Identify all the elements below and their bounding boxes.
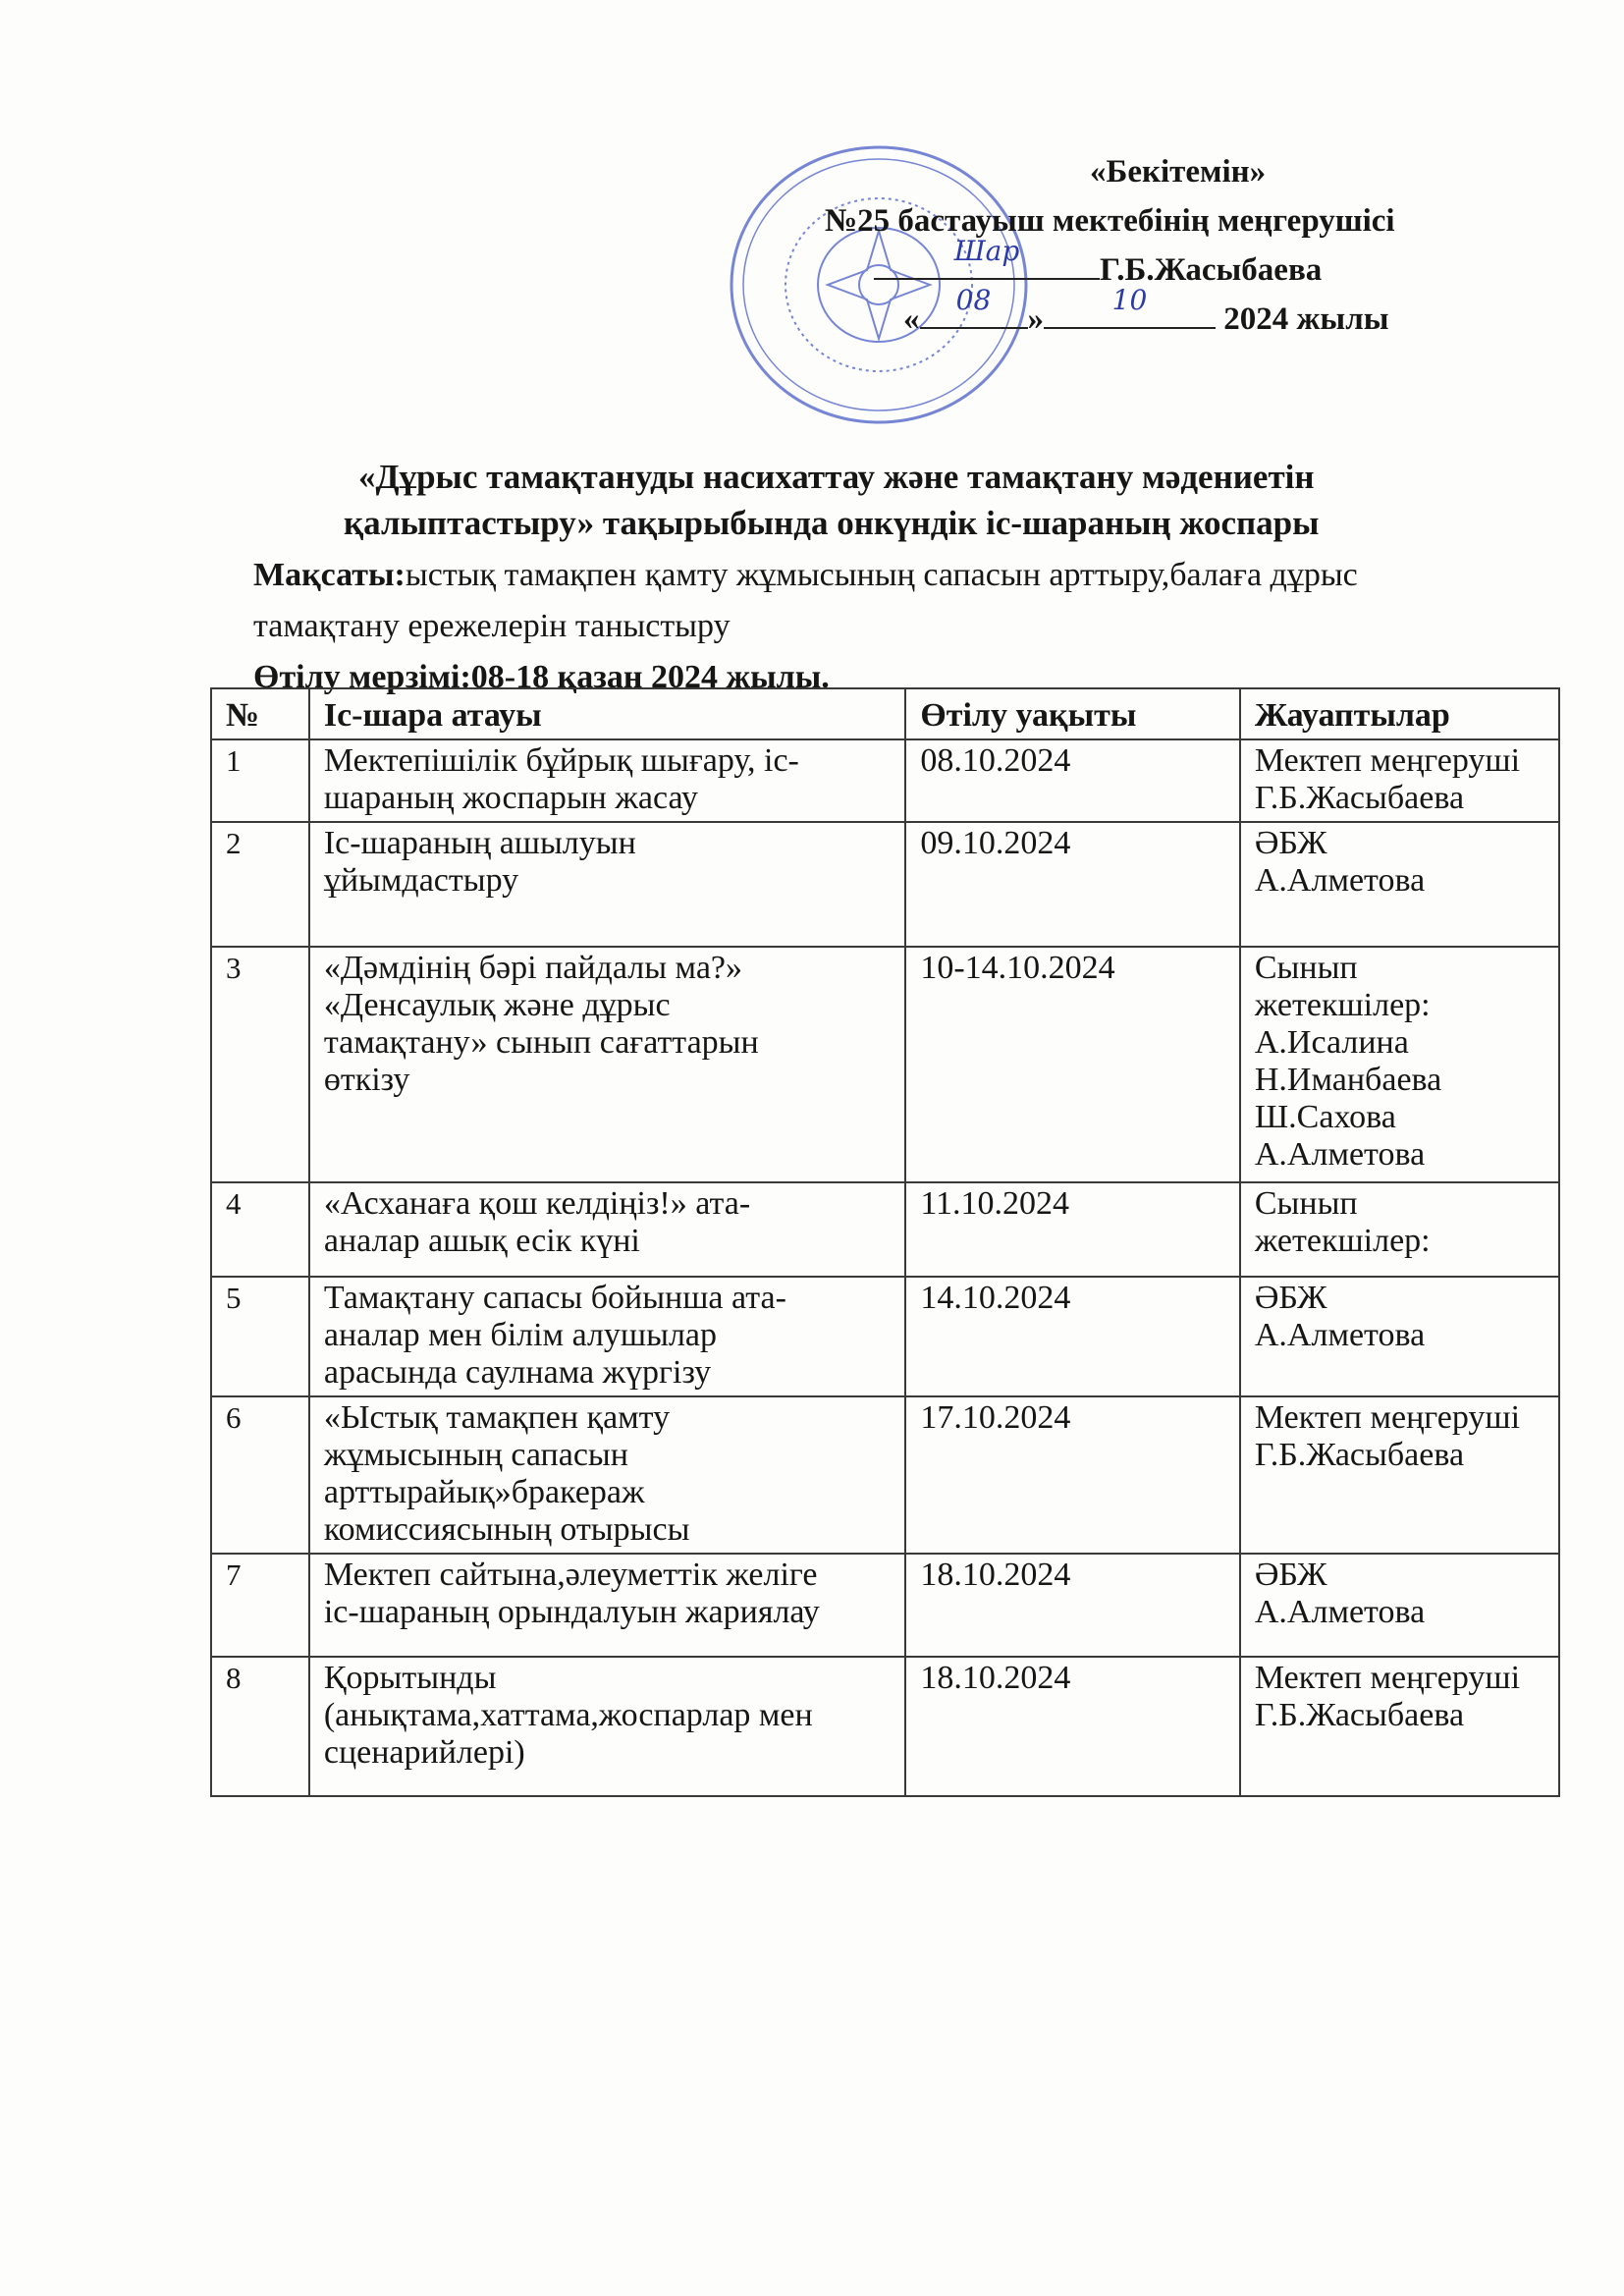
responsible-line: А.Алметова	[1254, 1317, 1426, 1353]
row-number: 1	[211, 739, 309, 822]
row-number: 4	[211, 1182, 309, 1277]
approval-date: « 08 » 10 2024 жылы	[766, 295, 1473, 344]
row-event	[309, 739, 905, 822]
event-line: «Денсаулық және дұрыс	[323, 987, 671, 1023]
row-event	[309, 1182, 905, 1277]
table-row	[211, 947, 1559, 1182]
row-date: 09.10.2024	[905, 822, 1240, 947]
header-num: №	[211, 688, 309, 739]
row-event	[309, 1657, 905, 1796]
event-line: комиссиясының отырысы	[323, 1511, 690, 1548]
row-responsible	[1240, 1396, 1559, 1554]
table-body	[211, 739, 1559, 1796]
goal-label: Мақсаты:	[253, 557, 406, 593]
document-title: «Дұрыс тамақтануды насихаттау және тамақтану мәдениетін қалыптастыру» тақырыбында онкүндік іс-шараның жоспары	[344, 458, 1320, 542]
approval-block	[766, 147, 1473, 344]
event-line: тамақтану» сынып сағаттарын	[323, 1024, 759, 1061]
event-line: Қорытынды	[323, 1660, 497, 1696]
responsible-line: Мектеп меңгеруші	[1254, 1399, 1521, 1436]
header-event: Іс-шара атауы	[309, 688, 905, 739]
row-event	[309, 947, 905, 1182]
row-responsible	[1240, 1182, 1559, 1277]
date-day-blank	[920, 284, 1028, 329]
event-line: «Асханаға қош келдіңіз!» ата-	[323, 1185, 751, 1222]
row-date: 08.10.2024	[905, 739, 1240, 822]
row-event	[309, 1277, 905, 1396]
table-header-row	[211, 688, 1559, 739]
event-line: арасында саулнама жүргізу	[323, 1354, 712, 1391]
responsible-line: Г.Б.Жасыбаева	[1254, 780, 1465, 816]
handwritten-day: 08	[955, 284, 992, 316]
date-month-blank	[1044, 284, 1216, 329]
responsible-line: А.Исалина	[1254, 1024, 1409, 1061]
row-number: 3	[211, 947, 309, 1182]
event-line: іс-шараның орындалуын жариялау	[323, 1594, 820, 1630]
event-line: Мектепішілік бұйрық шығару, іс-	[323, 742, 799, 779]
goal-text: ыстық тамақпен қамту жұмысының сапасын арттыру,балаға дұрыс	[405, 557, 1358, 593]
responsible-line: Г.Б.Жасыбаева	[1254, 1697, 1465, 1733]
approval-title: «Бекітемін»	[1090, 154, 1267, 190]
table-row	[211, 739, 1559, 822]
responsible-line: А.Алметова	[1254, 862, 1426, 899]
event-line: жұмысының сапасын	[323, 1437, 628, 1473]
approval-position: №25 бастауыш мектебінің меңгерушісі	[825, 203, 1395, 239]
responsible-line: ӘБЖ	[1254, 825, 1327, 861]
responsible-line: жетекшілер:	[1254, 1223, 1431, 1259]
responsible-line: ӘБЖ	[1254, 1557, 1327, 1593]
goal-line	[253, 550, 1530, 601]
responsible-line: Сынып	[1254, 1185, 1358, 1222]
row-responsible	[1240, 947, 1559, 1182]
event-line: арттырайық»бракераж	[323, 1474, 645, 1510]
responsible-line: жетекшілер:	[1254, 987, 1431, 1023]
event-line: аналар ашық есік күні	[323, 1223, 640, 1259]
plan-table	[210, 687, 1560, 1797]
event-line: сценарийлері)	[323, 1734, 525, 1771]
row-number: 6	[211, 1396, 309, 1554]
event-line: Мектеп сайтына,әлеуметтік желіге	[323, 1557, 818, 1593]
row-event	[309, 1554, 905, 1657]
row-responsible	[1240, 1554, 1559, 1657]
table-row	[211, 1657, 1559, 1796]
responsible-line: ӘБЖ	[1254, 1280, 1327, 1316]
row-number: 5	[211, 1277, 309, 1396]
handwritten-signature: Шар	[953, 235, 1020, 267]
event-line: «Дәмдінің бәрі пайдалы ма?»	[323, 950, 743, 986]
row-date: 17.10.2024	[905, 1396, 1240, 1554]
row-responsible	[1240, 1277, 1559, 1396]
goal-text-cont: тамақтану ережелерін таныстыру	[253, 608, 731, 644]
header-responsible: Жауаптылар	[1240, 688, 1559, 739]
responsible-line: Н.Иманбаева	[1254, 1062, 1442, 1098]
row-date: 18.10.2024	[905, 1657, 1240, 1796]
row-event	[309, 822, 905, 947]
table-row	[211, 1182, 1559, 1277]
event-line: шараның жоспарын жасау	[323, 780, 698, 816]
header-date: Өтілу уақыты	[905, 688, 1240, 739]
row-date: 18.10.2024	[905, 1554, 1240, 1657]
handwritten-month: 10	[1111, 284, 1148, 316]
responsible-line: Г.Б.Жасыбаева	[1254, 1437, 1465, 1473]
event-line: өткізу	[323, 1062, 410, 1098]
table-row	[211, 1396, 1559, 1554]
row-number: 2	[211, 822, 309, 947]
approver-name: Г.Б.Жасыбаева	[1100, 252, 1323, 288]
event-line: ұйымдастыру	[323, 862, 519, 899]
responsible-line: Мектеп меңгеруші	[1254, 1660, 1521, 1696]
row-event	[309, 1396, 905, 1554]
document-intro	[253, 550, 1530, 703]
row-date: 10-14.10.2024	[905, 947, 1240, 1182]
table-row	[211, 1554, 1559, 1657]
event-line: (анықтама,хаттама,жоспарлар мен	[323, 1697, 813, 1733]
period-line: Өтілу мерзімі:08-18 қазан 2024 жылы.	[253, 659, 830, 695]
responsible-line: Мектеп меңгеруші	[1254, 742, 1521, 779]
responsible-line: А.Алметова	[1254, 1594, 1426, 1630]
responsible-line: Сынып	[1254, 950, 1358, 986]
event-line: аналар мен білім алушылар	[323, 1317, 718, 1353]
responsible-line: Ш.Сахова	[1254, 1099, 1396, 1135]
event-line: «Ыстық тамақпен қамту	[323, 1399, 671, 1436]
event-line: Іс-шараның ашылуын	[323, 825, 636, 861]
row-responsible	[1240, 822, 1559, 947]
date-year: 2024 жылы	[1223, 301, 1389, 337]
row-date: 14.10.2024	[905, 1277, 1240, 1396]
responsible-line: А.Алметова	[1254, 1136, 1426, 1173]
event-line: Тамақтану сапасы бойынша ата-	[323, 1280, 786, 1316]
row-responsible	[1240, 739, 1559, 822]
table-row	[211, 822, 1559, 947]
table-row	[211, 1277, 1559, 1396]
row-responsible	[1240, 1657, 1559, 1796]
row-number: 7	[211, 1554, 309, 1657]
row-date: 11.10.2024	[905, 1182, 1240, 1277]
row-number: 8	[211, 1657, 309, 1796]
